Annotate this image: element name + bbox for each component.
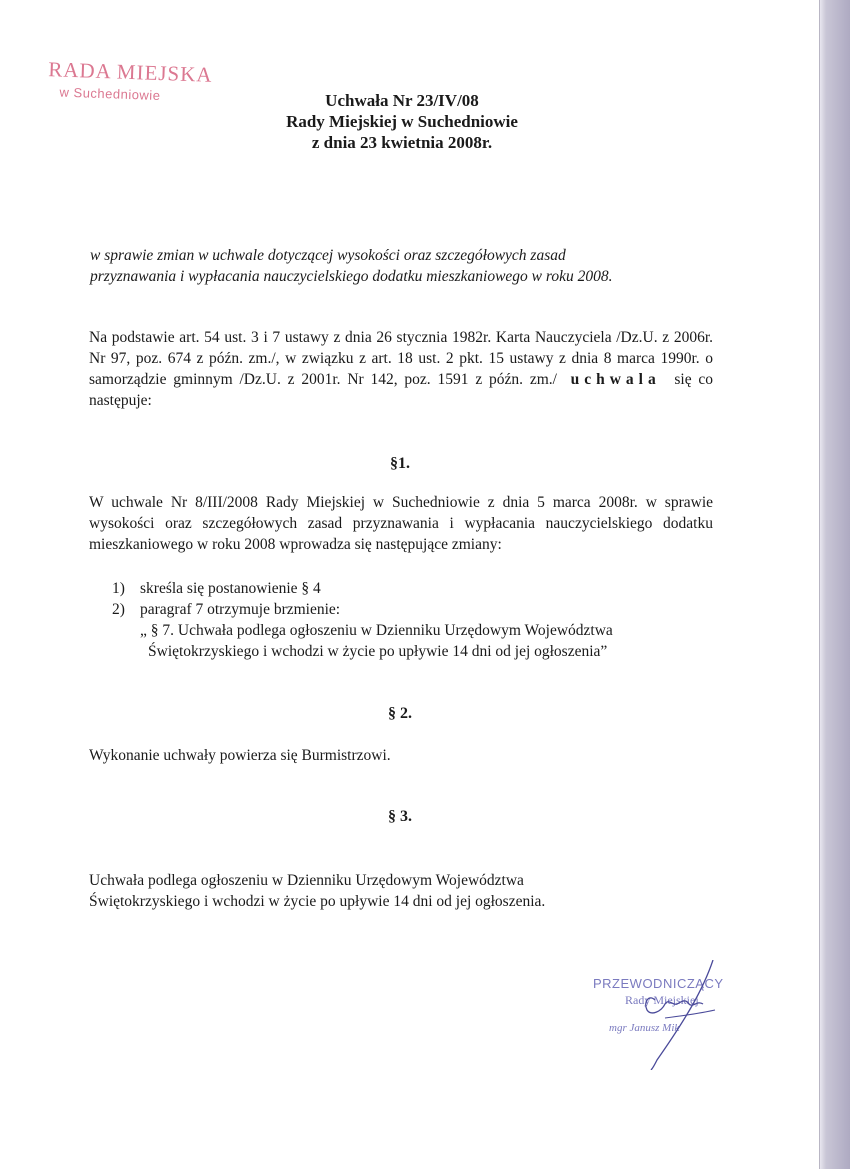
- section-3-text: [89, 870, 545, 912]
- subject-line-2: przyznawania i wypłacania nauczycielskiego dodatku mieszkaniowego w roku 2008.: [90, 268, 613, 285]
- legal-basis: [89, 327, 713, 411]
- amended-paragraph-quote: [140, 620, 613, 662]
- section-3-line-2: Świętokrzyskiego i wchodzi w życie po upływie 14 dni od jej ogłoszenia.: [89, 893, 546, 910]
- quote-line-1: „ § 7. Uchwała podlega ogłoszeniu w Dzienniku Urzędowym Województwa: [140, 622, 613, 639]
- resolution-number: Uchwała Nr 23/IV/08: [325, 91, 479, 110]
- stamp-line-2: w Suchedniowie: [59, 84, 161, 104]
- list-item: [112, 599, 340, 620]
- resolution-date: z dnia 23 kwietnia 2008r.: [311, 133, 493, 152]
- section-1-title: §1.: [390, 455, 410, 472]
- section-1-list: [112, 578, 340, 620]
- signature-subtitle: Rady Miejskiej: [625, 993, 699, 1007]
- stamp-line-1: RADA MIEJSKA: [47, 57, 213, 87]
- resolution-subject: [90, 245, 730, 287]
- section-1-intro: W uchwale Nr 8/III/2008 Rady Miejskiej w Suchedniowie z dnia 5 marca 2008r. w sprawie wysokości oraz szczegółowych zasad przyznawania i wypłacania nauczycielskiego dodatku mieszkaniowego w roku 2008 wprowadza się następujące zmiany:: [89, 494, 713, 553]
- list-item: [112, 578, 340, 599]
- list-item-number: 2): [112, 601, 125, 618]
- council-name: Rady Miejskiej w Suchedniowie: [286, 112, 518, 131]
- section-3-line-1: Uchwała podlega ogłoszeniu w Dzienniku Urzędowym Województwa: [89, 872, 524, 889]
- document-header: [0, 90, 820, 153]
- list-item-text: paragraf 7 otrzymuje brzmienie:: [140, 601, 341, 618]
- legal-basis-text: Na podstawie art. 54 ust. 3 i 7 ustawy z dnia 26 stycznia 1982r. Karta Nauczyciela /Dz.U. z 2006r. Nr 97, poz. 674 z późn. zm./, w związku z art. 18 ust. 2 pkt. 15 ustawy z dnia 8 marca 1990r. o samorządzie gminnym /Dz.U. z 2001r. Nr 142, poz. 1591 z późn. zm./: [89, 329, 713, 388]
- quote-line-2: Świętokrzyskiego i wchodzi w życie po upływie 14 dni od jej ogłoszenia”: [148, 643, 608, 660]
- legal-basis-ending: się co następuje:: [89, 371, 714, 409]
- section-2-text: Wykonanie uchwały powierza się Burmistrzowi.: [89, 747, 391, 764]
- scanner-edge: [820, 0, 850, 1169]
- signature-title: PRZEWODNICZĄCY: [593, 976, 724, 991]
- list-item-text: skreśla się postanowienie § 4: [140, 580, 321, 597]
- legal-basis-keyword: uchwala: [570, 371, 661, 388]
- list-item-number: 1): [112, 580, 125, 597]
- section-2-title: § 2.: [388, 705, 412, 722]
- chairman-signature-stamp: [585, 960, 755, 1070]
- subject-line-1: w sprawie zmian w uchwale dotyczącej wysokości oraz szczegółowych zasad: [90, 247, 566, 264]
- handwritten-signature: [585, 960, 755, 1070]
- section-3-title: § 3.: [388, 808, 412, 825]
- signature-name: mgr Janusz Mik: [609, 1022, 680, 1034]
